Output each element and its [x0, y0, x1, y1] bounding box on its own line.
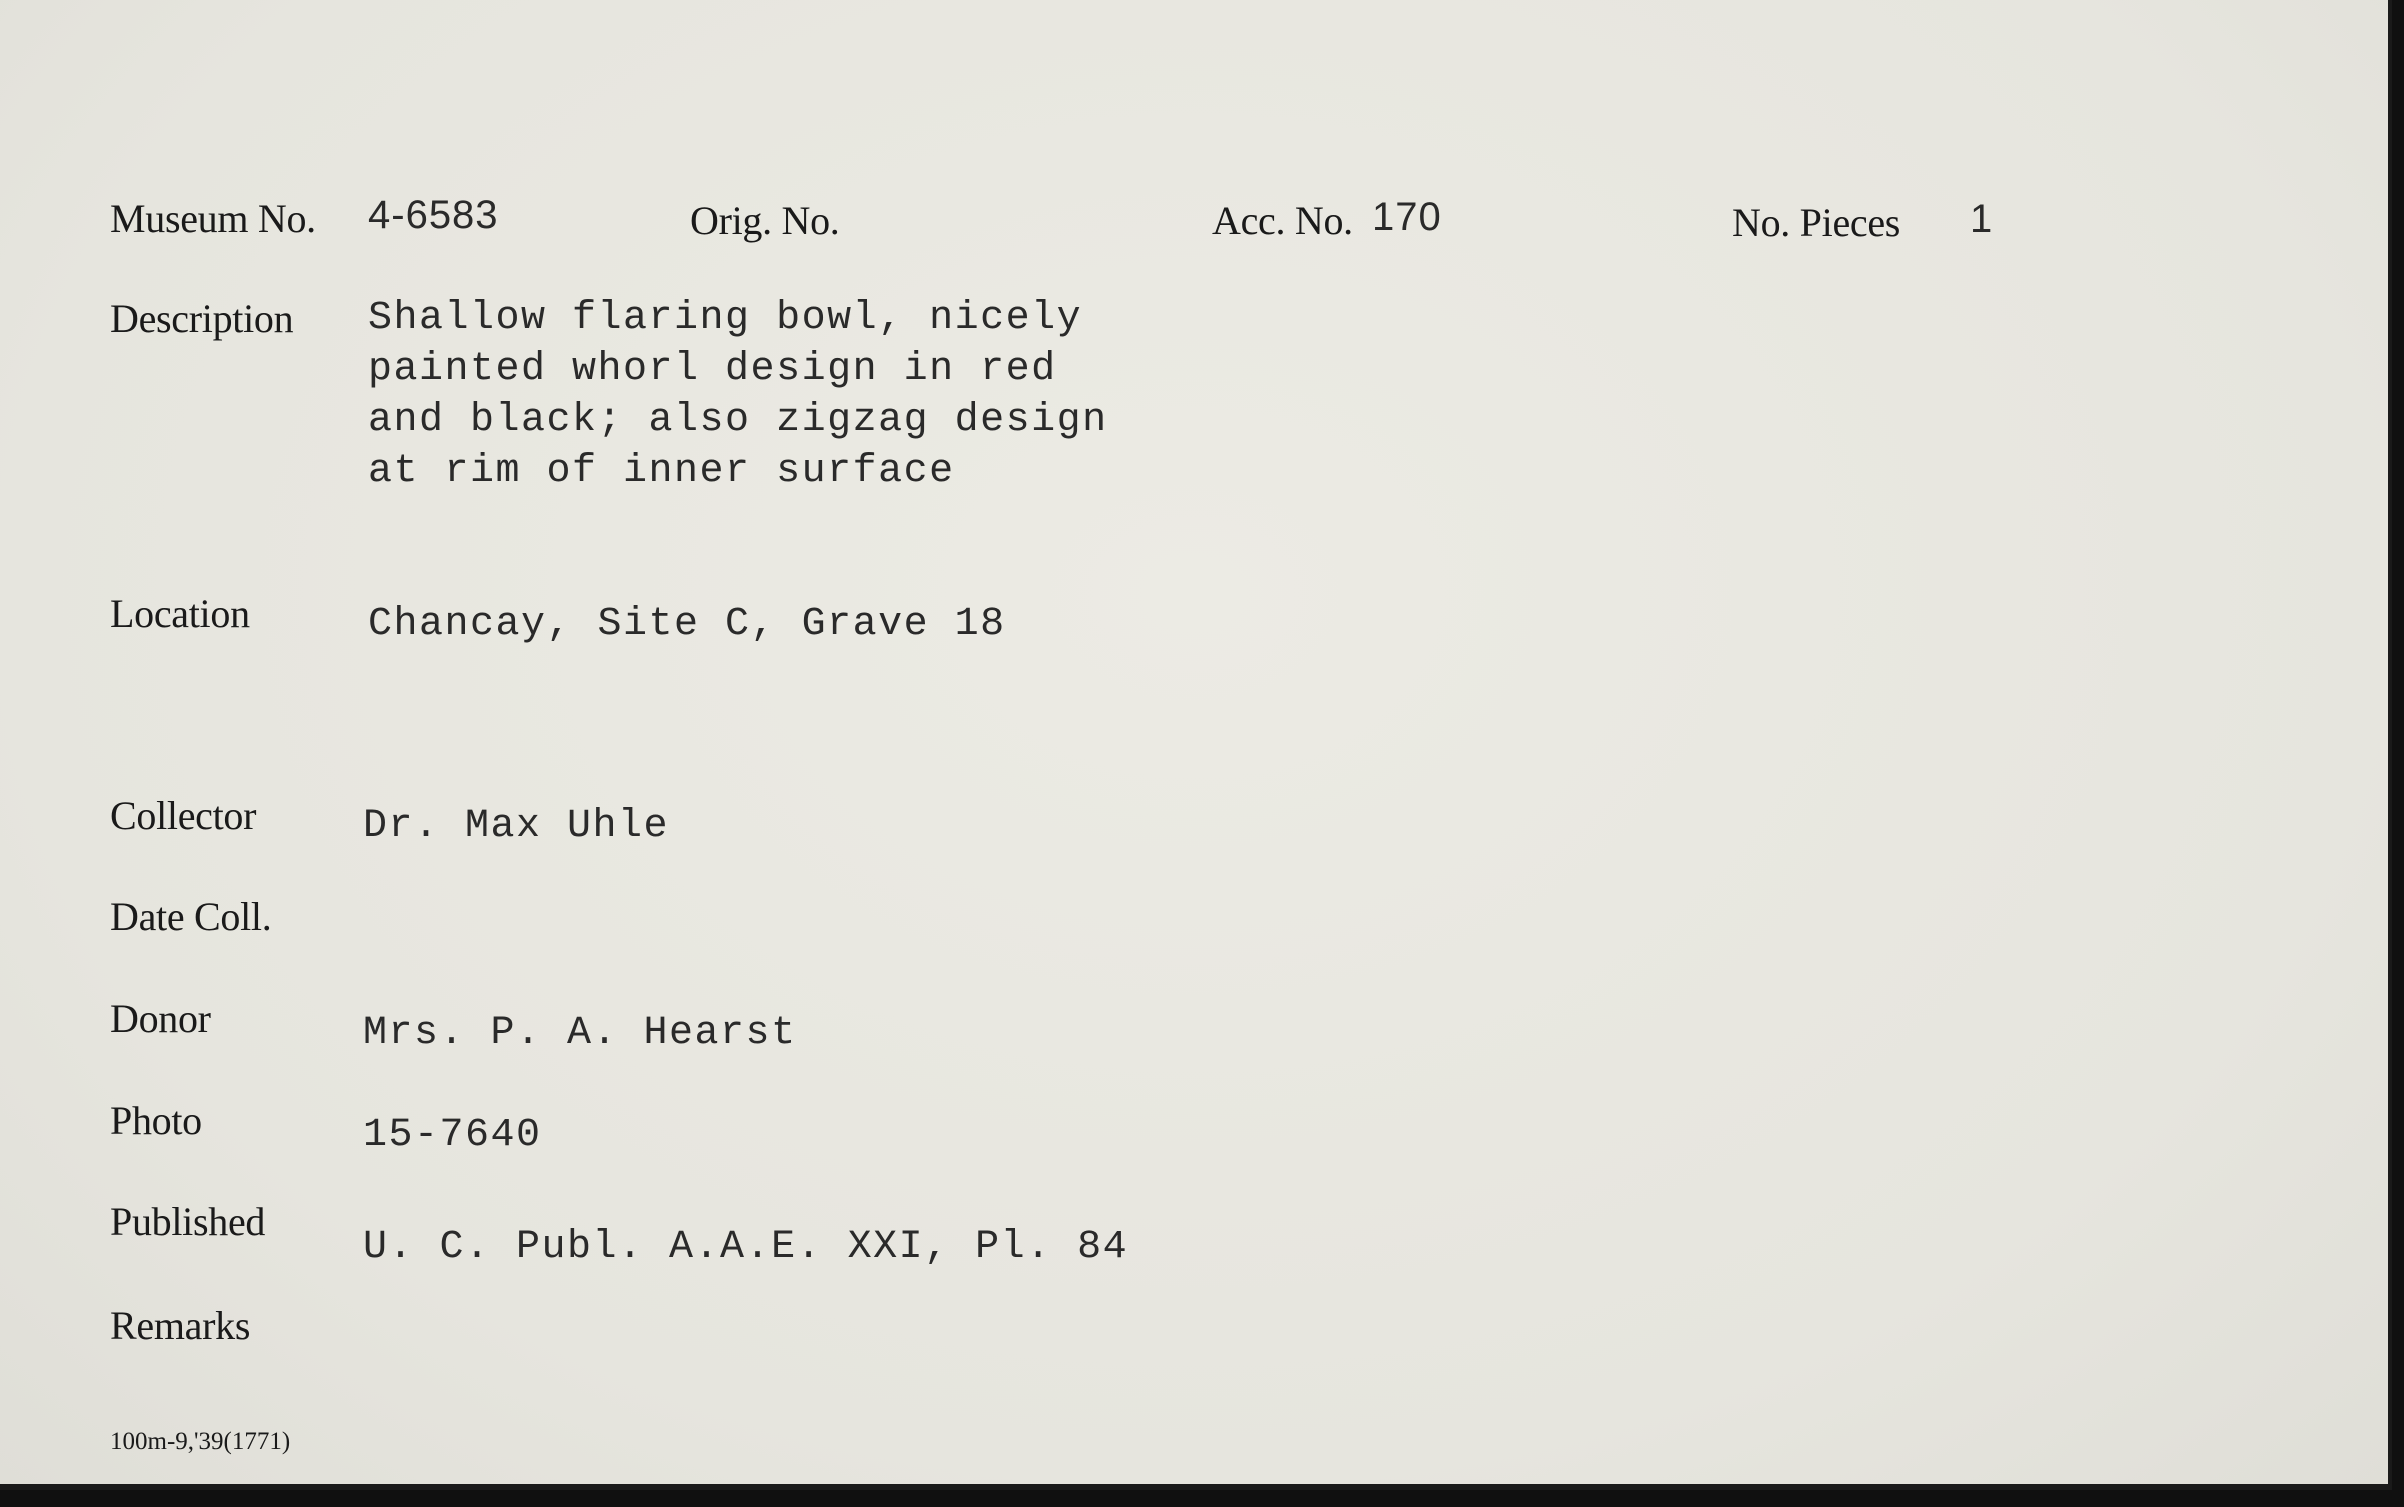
collector-value: Dr. Max Uhle: [363, 804, 670, 849]
form-number: 100m-9,'39(1771): [110, 1428, 291, 1455]
collector-label: Collector: [110, 793, 257, 838]
published-label: Published: [110, 1199, 266, 1244]
description-line: painted whorl design in red: [368, 347, 1057, 392]
no-pieces-value: 1: [1970, 197, 1994, 241]
donor-label: Donor: [110, 996, 211, 1041]
published-value: U. C. Publ. A.A.E. XXI, Pl. 84: [363, 1225, 1129, 1270]
description-value: [368, 293, 1108, 497]
description-line: at rim of inner surface: [368, 449, 955, 494]
location-value: Chancay, Site C, Grave 18: [368, 602, 1006, 647]
remarks-label: Remarks: [110, 1303, 251, 1348]
photo-value: 15-7640: [363, 1113, 542, 1158]
description-label: Description: [110, 296, 294, 341]
acc-no-label: Acc. No.: [1212, 198, 1353, 243]
museum-no-label: Museum No.: [110, 196, 316, 241]
location-label: Location: [110, 591, 250, 636]
description-line: Shallow flaring bowl, nicely: [368, 296, 1083, 341]
acc-no-value: 170: [1372, 195, 1442, 239]
description-line: and black; also zigzag design: [368, 398, 1108, 443]
photo-label: Photo: [110, 1098, 202, 1143]
museum-no-value: 4-6583: [368, 193, 499, 237]
donor-value: Mrs. P. A. Hearst: [363, 1011, 797, 1056]
date-coll-label: Date Coll.: [110, 894, 272, 939]
orig-no-label: Orig. No.: [690, 198, 840, 243]
no-pieces-label: No. Pieces: [1732, 200, 1901, 245]
